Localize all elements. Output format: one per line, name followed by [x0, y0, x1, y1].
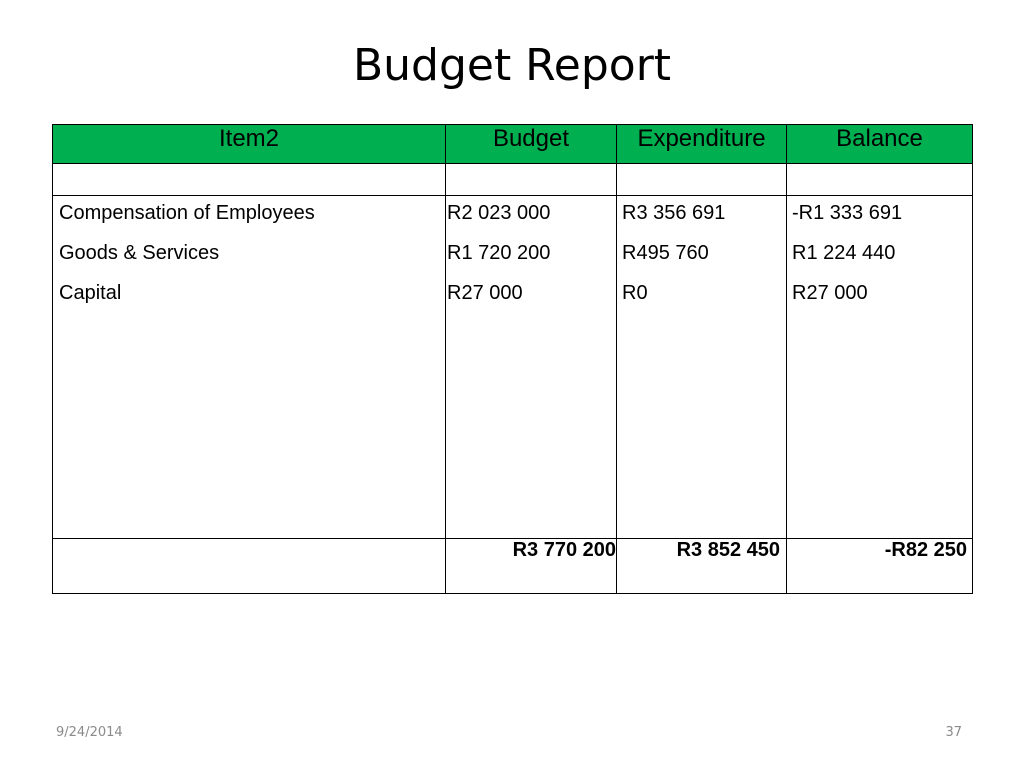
slide-title: Budget Report — [352, 40, 672, 91]
header-item: Item2 — [53, 125, 446, 164]
budget-column-cell — [446, 196, 617, 539]
page-number: 37 — [945, 725, 962, 740]
balance-column-cell — [787, 196, 973, 539]
row-item-label: Goods & Services — [59, 242, 220, 264]
expenditure-column-cell — [617, 196, 787, 539]
total-balance: -R82 250 — [787, 539, 973, 594]
header-budget: Budget — [446, 125, 617, 164]
row-budget-value: R2 023 000 — [447, 202, 551, 224]
item-column-cell — [53, 196, 446, 539]
row-expenditure-value: R0 — [622, 282, 648, 304]
row-budget-value: R27 000 — [447, 282, 523, 304]
header-expenditure: Expenditure — [617, 125, 787, 164]
table-body-row — [53, 196, 973, 539]
row-expenditure-value: R3 356 691 — [622, 202, 726, 224]
row-budget-value: R1 720 200 — [447, 242, 551, 264]
blank-cell — [53, 164, 446, 196]
row-expenditure-value: R495 760 — [622, 242, 709, 264]
row-balance-value: -R1 333 691 — [792, 202, 903, 224]
total-budget: R3 770 200 — [446, 539, 617, 594]
header-balance: Balance — [787, 125, 973, 164]
budget-table — [52, 124, 973, 594]
footer-date: 9/24/2014 — [56, 725, 123, 740]
row-balance-value: R1 224 440 — [792, 242, 896, 264]
blank-row — [53, 164, 973, 196]
row-item-label: Compensation of Employees — [59, 202, 315, 224]
row-balance-value: R27 000 — [792, 282, 868, 304]
row-item-label: Capital — [59, 282, 122, 304]
blank-cell — [617, 164, 787, 196]
total-expenditure: R3 852 450 — [617, 539, 787, 594]
totals-label-cell — [53, 539, 446, 594]
blank-cell — [446, 164, 617, 196]
totals-row — [53, 539, 973, 594]
blank-cell — [787, 164, 973, 196]
table-header-row — [53, 125, 973, 164]
